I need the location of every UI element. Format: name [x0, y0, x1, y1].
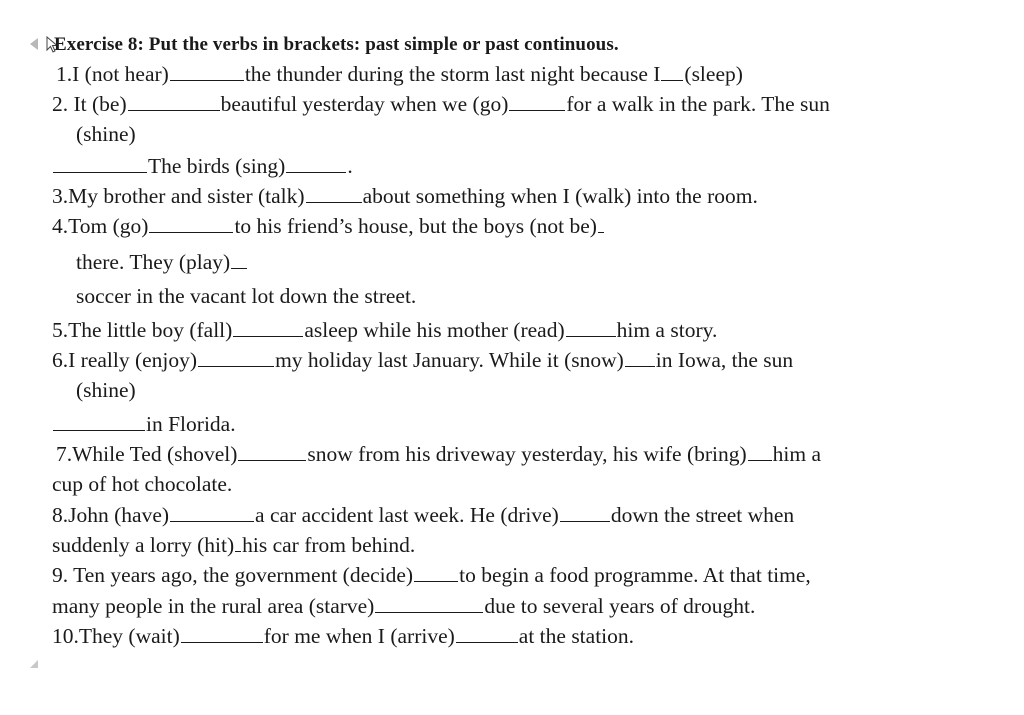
answer-blank[interactable] — [181, 641, 263, 643]
item-text: his car from behind. — [242, 533, 416, 557]
item-text: The little boy (fall) — [68, 318, 233, 342]
answer-blank[interactable] — [625, 365, 655, 367]
item-text: . — [347, 154, 353, 178]
item-number: 10. — [52, 624, 79, 648]
item-text: Tom (go) — [68, 214, 149, 238]
item-text: for a walk in the park. The sun — [566, 92, 830, 116]
item-text: I (not hear) — [72, 62, 169, 86]
list-item — [56, 64, 743, 86]
item-text: beautiful yesterday when we (go) — [220, 92, 509, 116]
list-item — [52, 626, 634, 648]
item-number: 1. — [56, 62, 73, 86]
item-text: I really (enjoy) — [68, 348, 198, 372]
item-text: It (be) — [73, 92, 127, 116]
answer-blank[interactable] — [53, 171, 147, 173]
answer-blank[interactable] — [198, 365, 274, 367]
item-text: in Iowa, the sun — [655, 348, 794, 372]
item-text: a car accident last week. He (drive) — [255, 503, 559, 527]
answer-blank[interactable] — [238, 459, 306, 461]
item-number: 5. — [52, 318, 69, 342]
list-item-continuation — [76, 286, 416, 308]
answer-blank[interactable] — [661, 79, 683, 81]
margin-marker-icon — [30, 660, 38, 668]
item-text: there. They (play) — [76, 250, 231, 274]
item-text: The birds (sing) — [148, 154, 286, 178]
answer-blank[interactable] — [149, 231, 233, 233]
item-text: in Florida. — [146, 412, 236, 436]
item-number: 2. — [52, 92, 69, 116]
answer-blank[interactable] — [560, 520, 610, 522]
answer-blank[interactable] — [170, 520, 254, 522]
list-item-continuation — [52, 156, 353, 178]
list-item-continuation — [52, 535, 415, 557]
item-text: (shine) — [76, 378, 136, 402]
item-text: (shine) — [76, 122, 136, 146]
answer-blank[interactable] — [598, 231, 604, 233]
answer-blank[interactable] — [128, 109, 220, 111]
item-text: due to several years of drought. — [484, 594, 756, 618]
item-text: While Ted (shovel) — [72, 442, 238, 466]
answer-blank[interactable] — [414, 580, 458, 582]
list-item — [52, 565, 811, 587]
item-text: (sleep) — [684, 62, 743, 86]
item-text: about something when I (walk) into the room. — [362, 184, 758, 208]
list-item-continuation — [76, 124, 136, 146]
list-item-continuation — [76, 380, 136, 402]
item-text: to his friend’s house, but the boys (not be) — [234, 214, 597, 238]
list-item-continuation — [52, 596, 755, 618]
item-text: him a — [772, 442, 822, 466]
list-item — [52, 505, 794, 527]
item-text: asleep while his mother (read) — [304, 318, 565, 342]
list-item-continuation — [52, 414, 236, 436]
item-number: 8. — [52, 503, 69, 527]
answer-blank[interactable] — [456, 641, 518, 643]
list-item — [56, 444, 821, 466]
list-item-continuation — [76, 252, 248, 274]
answer-blank[interactable] — [748, 459, 772, 461]
item-text: suddenly a lorry (hit) — [52, 533, 235, 557]
answer-blank[interactable] — [235, 550, 241, 552]
item-number: 4. — [52, 214, 69, 238]
item-text: They (wait) — [78, 624, 180, 648]
answer-blank[interactable] — [306, 201, 362, 203]
answer-blank[interactable] — [170, 79, 244, 81]
item-text: John (have) — [68, 503, 170, 527]
answer-blank[interactable] — [566, 335, 616, 337]
item-text: the thunder during the storm last night because I — [244, 62, 661, 86]
item-number: 9. — [52, 563, 69, 587]
answer-blank[interactable] — [375, 611, 483, 613]
list-item — [52, 320, 717, 342]
item-number: 3. — [52, 184, 69, 208]
exercise-title: Exercise 8: Put the verbs in brackets: past simple or past continuous. — [54, 34, 619, 55]
item-text: to begin a food programme. At that time, — [459, 563, 811, 587]
item-text: for me when I (arrive) — [263, 624, 455, 648]
answer-blank[interactable] — [233, 335, 303, 337]
list-item — [52, 350, 793, 372]
item-number: 6. — [52, 348, 69, 372]
list-item-continuation — [52, 474, 232, 496]
answer-blank[interactable] — [509, 109, 565, 111]
item-text: My brother and sister (talk) — [68, 184, 305, 208]
item-text: cup of hot chocolate. — [52, 472, 233, 496]
item-text: my holiday last January. While it (snow) — [275, 348, 624, 372]
item-text: soccer in the vacant lot down the street. — [76, 284, 417, 308]
list-item — [52, 186, 758, 208]
answer-blank[interactable] — [53, 429, 145, 431]
item-text: Ten years ago, the government (decide) — [73, 563, 414, 587]
answer-blank[interactable] — [286, 171, 346, 173]
item-text: snow from his driveway yesterday, his wife (bring) — [307, 442, 747, 466]
list-item — [52, 216, 605, 238]
item-text: many people in the rural area (starve) — [52, 594, 375, 618]
item-text: at the station. — [518, 624, 635, 648]
item-text: down the street when — [610, 503, 795, 527]
answer-blank[interactable] — [231, 267, 247, 269]
item-number: 7. — [56, 442, 73, 466]
list-item — [52, 94, 830, 116]
item-text: him a story. — [616, 318, 718, 342]
margin-marker-icon — [30, 38, 38, 50]
